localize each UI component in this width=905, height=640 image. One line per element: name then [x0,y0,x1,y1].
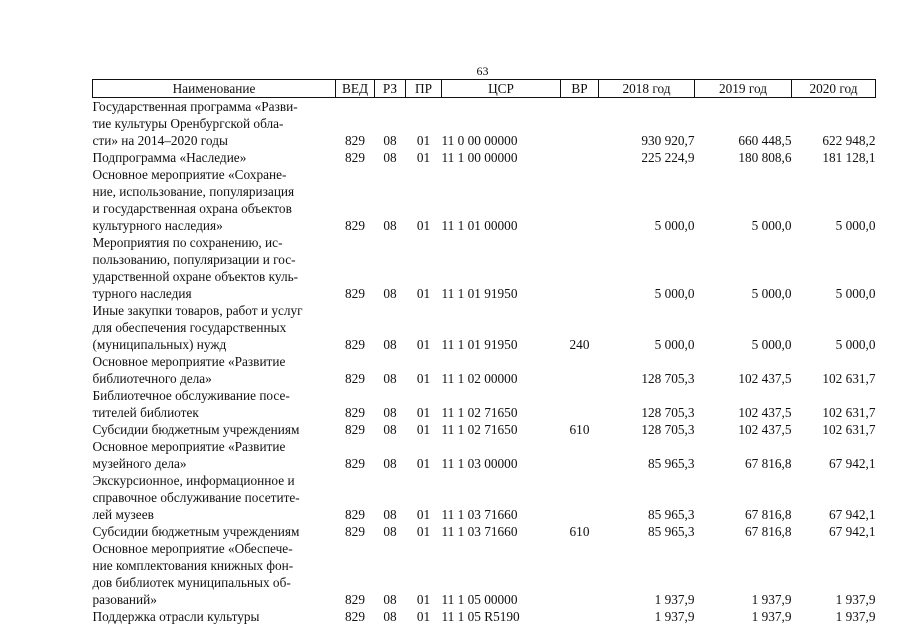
table-header-row [93,80,876,98]
cell-vr [561,98,599,150]
cell-vr [561,540,599,608]
cell-ved: 829 [345,592,365,607]
cell-2020: 102 631,7 [822,422,876,437]
cell-2019: 660 448,5 [738,133,792,148]
table-row [93,353,876,387]
cell-csr: 11 1 01 91950 [441,286,518,301]
cell-2019: 102 437,5 [738,405,792,420]
cell-ved: 829 [345,150,365,165]
cell-rz: 08 [383,592,397,607]
cell-name-line: пользованию, популяризации и гос- [92,252,296,267]
cell-csr: 11 1 00 00000 [441,150,518,165]
cell-name [93,523,336,540]
cell-ved: 829 [345,371,365,386]
table-row [93,540,876,608]
cell-2018: 85 965,3 [647,507,695,522]
cell-name [93,149,336,166]
cell-vr [561,353,599,387]
cell-vr [561,149,599,166]
cell-name-line: (муниципальных) нужд [92,337,227,352]
cell-name-line: для обеспечения государственных [92,320,287,335]
cell-rz: 08 [383,405,397,420]
cell-vr: 610 [569,524,590,539]
cell-ved: 829 [345,218,365,233]
cell-vr: 610 [569,422,590,437]
cell-ved: 829 [345,337,365,352]
cell-2018: 85 965,3 [647,524,695,539]
header-pr: ПР [406,80,442,98]
cell-pr: 01 [416,609,431,624]
cell-name-line: Государственная программа «Разви- [92,99,298,114]
page-number: 63 [476,64,489,78]
cell-2019: 67 816,8 [744,507,792,522]
cell-name-line: Основное мероприятие «Сохране- [92,167,287,182]
header-2020: 2020 год [792,80,876,98]
table-row [93,98,876,150]
header-vr: ВР [561,80,599,98]
cell-ved: 829 [345,133,365,148]
cell-name-line: лей музеев [92,507,154,522]
cell-2019: 1 937,9 [751,609,792,624]
table-body [93,98,876,626]
cell-2018: 5 000,0 [654,218,695,233]
cell-ved: 829 [345,405,365,420]
cell-rz: 08 [383,371,397,386]
cell-name-line: библиотечного дела» [92,371,212,386]
cell-rz: 08 [383,422,397,437]
header-2019: 2019 год [695,80,792,98]
budget-table [92,79,876,625]
cell-2020: 5 000,0 [835,218,876,233]
header-ved: ВЕД [336,80,375,98]
cell-2018: 1 937,9 [654,609,695,624]
cell-2020: 67 942,1 [828,524,876,539]
cell-pr: 01 [416,592,431,607]
cell-vr: 240 [569,337,590,352]
cell-2019: 67 816,8 [744,456,792,471]
header-rz: РЗ [375,80,406,98]
cell-name-line: дов библиотек муниципальных об- [92,575,291,590]
cell-name-line: Основное мероприятие «Обеспече- [92,541,293,556]
cell-ved: 829 [345,524,365,539]
table-row [93,523,876,540]
cell-2018: 1 937,9 [654,592,695,607]
table-row [93,608,876,625]
cell-2020: 5 000,0 [835,337,876,352]
header-2018: 2018 год [599,80,695,98]
cell-rz: 08 [383,609,397,624]
cell-name-line: культурного наследия» [92,218,223,233]
cell-name-line: Иные закупки товаров, работ и услуг [92,303,303,318]
cell-2018: 128 705,3 [641,422,695,437]
cell-name-line: Основное мероприятие «Развитие [92,439,286,454]
cell-ved: 829 [345,507,365,522]
cell-2019: 102 437,5 [738,371,792,386]
cell-csr: 11 1 03 00000 [441,456,518,471]
cell-2019: 5 000,0 [751,337,792,352]
cell-name-line: музейного дела» [92,456,187,471]
cell-2018: 128 705,3 [641,371,695,386]
cell-pr: 01 [416,507,431,522]
cell-name [93,234,336,302]
cell-csr: 11 0 00 00000 [441,133,518,148]
cell-name-line: Субсидии бюджетным учреждениям [92,422,300,437]
cell-pr: 01 [416,150,431,165]
cell-csr: 11 1 02 71650 [441,422,518,437]
cell-csr: 11 1 03 71660 [441,507,518,522]
header-name: Наименование [93,80,336,98]
cell-2020: 622 948,2 [822,133,876,148]
cell-csr: 11 1 01 00000 [441,218,518,233]
cell-name-line: справочное обслуживание посетите- [92,490,300,505]
cell-name [93,608,336,625]
table-row [93,166,876,234]
cell-name-line: Подпрограмма «Наследие» [92,150,247,165]
cell-name [93,302,336,353]
cell-name-line: Экскурсионное, информационное и [92,473,295,488]
cell-pr: 01 [416,405,431,420]
cell-csr: 11 1 02 71650 [441,405,518,420]
cell-name [93,421,336,438]
cell-ved: 829 [345,286,365,301]
cell-ved: 829 [345,456,365,471]
cell-pr: 01 [416,337,431,352]
cell-2020: 102 631,7 [822,405,876,420]
table-row [93,149,876,166]
cell-pr: 01 [416,286,431,301]
cell-name-line: Мероприятия по сохранению, ис- [92,235,283,250]
cell-name-line: ударственной охране объектов куль- [92,269,299,284]
cell-name [93,166,336,234]
cell-name-line: ние, использование, популяризация [92,184,295,199]
cell-pr: 01 [416,371,431,386]
cell-rz: 08 [383,337,397,352]
cell-rz: 08 [383,524,397,539]
cell-pr: 01 [416,133,431,148]
cell-name [93,353,336,387]
header-csr: ЦСР [442,80,561,98]
cell-2020: 67 942,1 [828,456,876,471]
table-row [93,234,876,302]
cell-2020: 67 942,1 [828,507,876,522]
cell-name [93,540,336,608]
cell-2018: 5 000,0 [654,337,695,352]
cell-2019: 67 816,8 [744,524,792,539]
cell-vr [561,387,599,421]
cell-name [93,472,336,523]
cell-pr: 01 [416,456,431,471]
cell-2019: 5 000,0 [751,286,792,301]
cell-pr: 01 [416,422,431,437]
cell-ved: 829 [345,422,365,437]
cell-name-line: ние комплектования книжных фон- [92,558,294,573]
cell-vr [561,472,599,523]
cell-name-line: разований» [92,592,157,607]
cell-name-line: Библиотечное обслуживание посе- [92,388,290,403]
cell-name-line: тие культуры Оренбургской обла- [92,116,284,131]
cell-2020: 181 128,1 [822,150,876,165]
table-row [93,472,876,523]
cell-vr [561,608,599,625]
cell-name-line: Поддержка отрасли культуры [92,609,260,624]
cell-pr: 01 [416,524,431,539]
cell-csr: 11 1 05 R5190 [441,609,520,624]
cell-name-line: Субсидии бюджетным учреждениям [92,524,300,539]
cell-csr: 11 1 01 91950 [441,337,518,352]
cell-name-line: сти» на 2014–2020 годы [92,133,228,148]
cell-ved: 829 [345,609,365,624]
cell-rz: 08 [383,507,397,522]
table-row [93,302,876,353]
cell-2019: 5 000,0 [751,218,792,233]
cell-csr: 11 1 05 00000 [441,592,518,607]
cell-2019: 102 437,5 [738,422,792,437]
cell-rz: 08 [383,133,397,148]
cell-vr [561,234,599,302]
cell-2018: 128 705,3 [641,405,695,420]
cell-2020: 5 000,0 [835,286,876,301]
cell-vr [561,166,599,234]
cell-csr: 11 1 02 00000 [441,371,518,386]
cell-pr: 01 [416,218,431,233]
cell-2020: 102 631,7 [822,371,876,386]
cell-2019: 180 808,6 [738,150,792,165]
cell-2018: 225 224,9 [641,150,695,165]
table-row [93,421,876,438]
cell-rz: 08 [383,456,397,471]
cell-2018: 85 965,3 [647,456,695,471]
table-row [93,387,876,421]
cell-name-line: Основное мероприятие «Развитие [92,354,286,369]
cell-2019: 1 937,9 [751,592,792,607]
cell-rz: 08 [383,286,397,301]
cell-rz: 08 [383,150,397,165]
cell-name [93,98,336,150]
cell-name [93,387,336,421]
cell-2020: 1 937,9 [835,592,876,607]
cell-name-line: и государственная охрана объектов [92,201,292,216]
cell-2018: 930 920,7 [641,133,695,148]
cell-name [93,438,336,472]
cell-name-line: турного наследия [92,286,192,301]
cell-2018: 5 000,0 [654,286,695,301]
cell-rz: 08 [383,218,397,233]
cell-name-line: тителей библиотек [92,405,199,420]
cell-csr: 11 1 03 71660 [441,524,518,539]
table-row [93,438,876,472]
cell-2020: 1 937,9 [835,609,876,624]
cell-vr [561,438,599,472]
